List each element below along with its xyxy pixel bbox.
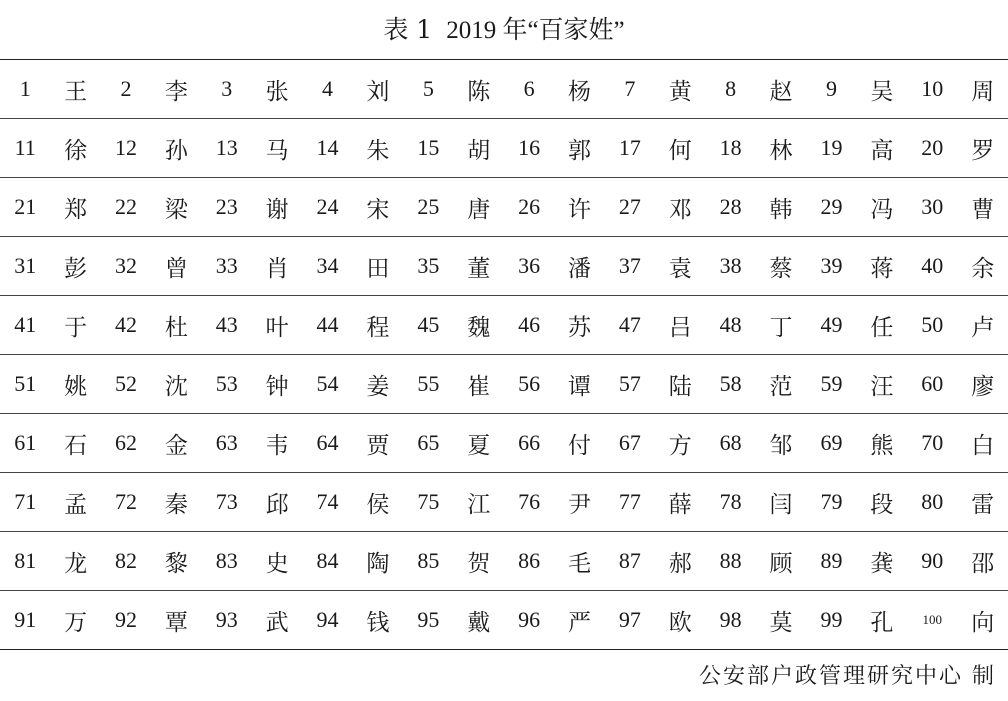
surname: 梁	[151, 178, 201, 237]
source-credit	[699, 660, 996, 694]
surname: 袁	[655, 237, 705, 296]
table-row	[0, 414, 1008, 473]
surname: 唐	[454, 178, 504, 237]
surname: 程	[353, 296, 403, 355]
rank-number: 93	[202, 591, 252, 650]
surname: 余	[957, 237, 1008, 296]
rank-number: 78	[705, 473, 755, 532]
surname: 陆	[655, 355, 705, 414]
rank-number: 72	[101, 473, 151, 532]
surname: 田	[353, 237, 403, 296]
surname: 钱	[353, 591, 403, 650]
rank-number: 96	[504, 591, 554, 650]
surname: 汪	[857, 355, 907, 414]
rank-number: 48	[705, 296, 755, 355]
rank-number: 18	[705, 119, 755, 178]
surname: 郭	[554, 119, 604, 178]
rank-number: 9	[806, 60, 856, 119]
rank-number: 85	[403, 532, 453, 591]
rank-number: 89	[806, 532, 856, 591]
table-row	[0, 237, 1008, 296]
surname: 黄	[655, 60, 705, 119]
surname: 苏	[554, 296, 604, 355]
surname: 贾	[353, 414, 403, 473]
rank-number: 31	[0, 237, 50, 296]
rank-number: 74	[302, 473, 352, 532]
surname: 谭	[554, 355, 604, 414]
surname: 方	[655, 414, 705, 473]
rank-number: 80	[907, 473, 957, 532]
rank-number: 4	[302, 60, 352, 119]
surname: 李	[151, 60, 201, 119]
surname: 朱	[353, 119, 403, 178]
rank-number: 44	[302, 296, 352, 355]
rank-number: 77	[605, 473, 655, 532]
surname: 邓	[655, 178, 705, 237]
surname: 孔	[857, 591, 907, 650]
rank-number: 46	[504, 296, 554, 355]
table-row	[0, 355, 1008, 414]
surname: 黎	[151, 532, 201, 591]
surname: 顾	[756, 532, 806, 591]
surname: 杜	[151, 296, 201, 355]
rank-number: 10	[907, 60, 957, 119]
surname: 吴	[857, 60, 907, 119]
rank-number: 1	[0, 60, 50, 119]
rank-number: 92	[101, 591, 151, 650]
surname: 薛	[655, 473, 705, 532]
surname: 赵	[756, 60, 806, 119]
surname: 叶	[252, 296, 302, 355]
rank-number: 47	[605, 296, 655, 355]
rank-number: 66	[504, 414, 554, 473]
source-suffix: 制	[971, 664, 996, 689]
rank-number: 40	[907, 237, 957, 296]
source-organization: 公安部户政管理研究中心	[698, 664, 963, 689]
rank-number: 28	[705, 178, 755, 237]
rank-number: 69	[806, 414, 856, 473]
surname: 何	[655, 119, 705, 178]
surname: 莫	[756, 591, 806, 650]
rank-number: 30	[907, 178, 957, 237]
rank-number: 88	[705, 532, 755, 591]
surname: 魏	[454, 296, 504, 355]
rank-number: 26	[504, 178, 554, 237]
rank-number: 95	[403, 591, 453, 650]
surname: 戴	[454, 591, 504, 650]
surname: 龚	[857, 532, 907, 591]
rank-number: 71	[0, 473, 50, 532]
table-title-text: 2019 年“百家姓”	[446, 17, 625, 44]
rank-number: 55	[403, 355, 453, 414]
surname: 钟	[252, 355, 302, 414]
surname: 孙	[151, 119, 201, 178]
surname: 秦	[151, 473, 201, 532]
table-row	[0, 532, 1008, 591]
surname: 蔡	[756, 237, 806, 296]
surname: 史	[252, 532, 302, 591]
rank-number: 68	[705, 414, 755, 473]
surname: 万	[50, 591, 100, 650]
rank-number: 52	[101, 355, 151, 414]
rank-number: 17	[605, 119, 655, 178]
rank-number: 45	[403, 296, 453, 355]
surname: 韩	[756, 178, 806, 237]
surname: 贺	[454, 532, 504, 591]
rank-number: 61	[0, 414, 50, 473]
surname: 闫	[756, 473, 806, 532]
rank-number: 37	[605, 237, 655, 296]
surname: 覃	[151, 591, 201, 650]
rank-number: 5	[403, 60, 453, 119]
surname: 陈	[454, 60, 504, 119]
surname: 白	[957, 414, 1008, 473]
surname: 付	[554, 414, 604, 473]
surname: 谢	[252, 178, 302, 237]
rank-number: 8	[705, 60, 755, 119]
surname: 于	[50, 296, 100, 355]
rank-number: 13	[202, 119, 252, 178]
surname: 邱	[252, 473, 302, 532]
rank-number: 99	[806, 591, 856, 650]
rank-number: 84	[302, 532, 352, 591]
rank-number: 94	[302, 591, 352, 650]
rank-number: 6	[504, 60, 554, 119]
rank-number: 39	[806, 237, 856, 296]
table-row	[0, 296, 1008, 355]
surname: 任	[857, 296, 907, 355]
surname: 马	[252, 119, 302, 178]
surname: 熊	[857, 414, 907, 473]
surname: 杨	[554, 60, 604, 119]
rank-number: 62	[101, 414, 151, 473]
surname: 罗	[957, 119, 1008, 178]
rank-number: 33	[202, 237, 252, 296]
surname: 潘	[554, 237, 604, 296]
rank-number: 14	[302, 119, 352, 178]
rank-number: 98	[705, 591, 755, 650]
rank-number: 36	[504, 237, 554, 296]
surname: 段	[857, 473, 907, 532]
rank-number: 35	[403, 237, 453, 296]
surname: 王	[50, 60, 100, 119]
surname: 尹	[554, 473, 604, 532]
surname: 林	[756, 119, 806, 178]
rank-number: 79	[806, 473, 856, 532]
rank-number: 2	[101, 60, 151, 119]
rank-number: 43	[202, 296, 252, 355]
surname-table	[0, 59, 1008, 650]
surname: 彭	[50, 237, 100, 296]
rank-number: 57	[605, 355, 655, 414]
rank-number: 59	[806, 355, 856, 414]
rank-number: 75	[403, 473, 453, 532]
surname: 夏	[454, 414, 504, 473]
surname: 雷	[957, 473, 1008, 532]
surname: 邵	[957, 532, 1008, 591]
surname: 徐	[50, 119, 100, 178]
rank-number: 11	[0, 119, 50, 178]
surname: 蒋	[857, 237, 907, 296]
rank-number: 54	[302, 355, 352, 414]
rank-number: 38	[705, 237, 755, 296]
rank-number: 29	[806, 178, 856, 237]
rank-number: 49	[806, 296, 856, 355]
surname: 范	[756, 355, 806, 414]
surname: 欧	[655, 591, 705, 650]
surname: 侯	[353, 473, 403, 532]
rank-number: 20	[907, 119, 957, 178]
surname: 郝	[655, 532, 705, 591]
surname: 毛	[554, 532, 604, 591]
surname: 武	[252, 591, 302, 650]
rank-number: 22	[101, 178, 151, 237]
surname: 冯	[857, 178, 907, 237]
surname: 廖	[957, 355, 1008, 414]
rank-number: 34	[302, 237, 352, 296]
rank-number: 15	[403, 119, 453, 178]
surname: 沈	[151, 355, 201, 414]
rank-number: 19	[806, 119, 856, 178]
table-row	[0, 178, 1008, 237]
rank-number: 42	[101, 296, 151, 355]
rank-number: 41	[0, 296, 50, 355]
surname: 邹	[756, 414, 806, 473]
surname: 许	[554, 178, 604, 237]
surname: 陶	[353, 532, 403, 591]
surname: 刘	[353, 60, 403, 119]
rank-number: 87	[605, 532, 655, 591]
rank-number: 27	[605, 178, 655, 237]
rank-number: 50	[907, 296, 957, 355]
surname: 宋	[353, 178, 403, 237]
rank-number: 63	[202, 414, 252, 473]
surname: 董	[454, 237, 504, 296]
table-row	[0, 473, 1008, 532]
surname: 张	[252, 60, 302, 119]
rank-number: 70	[907, 414, 957, 473]
rank-number: 67	[605, 414, 655, 473]
rank-number: 65	[403, 414, 453, 473]
rank-number: 24	[302, 178, 352, 237]
surname: 石	[50, 414, 100, 473]
surname: 韦	[252, 414, 302, 473]
surname: 向	[957, 591, 1008, 650]
surname: 姜	[353, 355, 403, 414]
rank-number: 91	[0, 591, 50, 650]
surname: 姚	[50, 355, 100, 414]
rank-number: 53	[202, 355, 252, 414]
surname: 胡	[454, 119, 504, 178]
rank-number: 12	[101, 119, 151, 178]
table-label: 表 1	[383, 15, 433, 44]
surname: 江	[454, 473, 504, 532]
surname-table-body	[0, 60, 1008, 650]
rank-number: 56	[504, 355, 554, 414]
rank-number: 3	[202, 60, 252, 119]
rank-number: 73	[202, 473, 252, 532]
surname: 丁	[756, 296, 806, 355]
rank-number: 64	[302, 414, 352, 473]
rank-number: 25	[403, 178, 453, 237]
surname: 高	[857, 119, 907, 178]
table-row	[0, 60, 1008, 119]
surname: 崔	[454, 355, 504, 414]
table-row	[0, 119, 1008, 178]
rank-number: 90	[907, 532, 957, 591]
rank-number: 97	[605, 591, 655, 650]
rank-number: 100	[907, 591, 957, 650]
rank-number: 51	[0, 355, 50, 414]
rank-number: 58	[705, 355, 755, 414]
surname: 龙	[50, 532, 100, 591]
rank-number: 23	[202, 178, 252, 237]
rank-number: 76	[504, 473, 554, 532]
surname: 肖	[252, 237, 302, 296]
surname: 曹	[957, 178, 1008, 237]
rank-number: 81	[0, 532, 50, 591]
rank-number: 86	[504, 532, 554, 591]
surname: 孟	[50, 473, 100, 532]
rank-number: 16	[504, 119, 554, 178]
rank-number: 60	[907, 355, 957, 414]
surname: 曾	[151, 237, 201, 296]
surname: 金	[151, 414, 201, 473]
rank-number: 82	[101, 532, 151, 591]
surname: 周	[957, 60, 1008, 119]
surname: 严	[554, 591, 604, 650]
rank-number: 83	[202, 532, 252, 591]
table-title	[0, 10, 1008, 50]
rank-number: 7	[605, 60, 655, 119]
table-row	[0, 591, 1008, 650]
surname: 郑	[50, 178, 100, 237]
surname: 吕	[655, 296, 705, 355]
rank-number: 21	[0, 178, 50, 237]
surname: 卢	[957, 296, 1008, 355]
rank-number: 32	[101, 237, 151, 296]
